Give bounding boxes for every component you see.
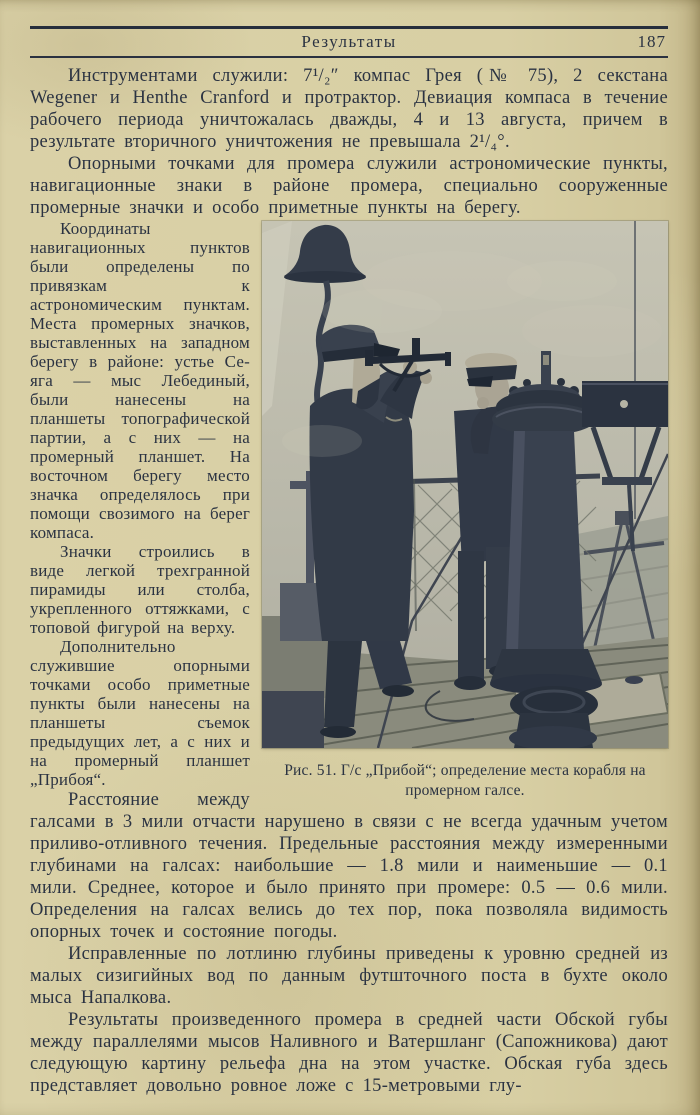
page-number: 187: [637, 32, 666, 51]
running-header: [30, 29, 668, 58]
paragraph-markers: Значки строились в виде легкой трехгранной пирамиды или столба, укрепленного оттяжками, с топовой фигурой на верху.: [30, 542, 250, 637]
running-title: Результаты: [301, 32, 397, 51]
bollard: [509, 686, 598, 748]
figure-caption: Рис. 51. Г/с „Прибой“; определение места корабля на промерном галсе.: [284, 762, 646, 799]
photo-deck-scene: [262, 221, 668, 748]
figure-51: [262, 221, 668, 801]
paragraph-reference-points: Опорными точками для промера служили астрономические пункты, навигационные знаки в районе промера, специально сооруженные промерные значки и особо приметные пункты на берегу.: [30, 154, 668, 218]
paragraph-additional-points: Дополнительно служившие опорными точками особо приметные пункты были нанесены на планшеты съемок предыдущих лет, а с них и на промерный планшет „Прибоя“.: [30, 637, 250, 789]
paragraph-instruments: Инструментами служили: 7¹/₂″ компас Грея (№ 75), 2 секстана Wegener и Henthe Cranford и протрактор. Девиация компаса в течение рабочего периода уничтожалась дважды, 4 и 13 августа, причем в результате вторичного уничтожения не превышала 2¹/₄°.: [30, 66, 668, 152]
paragraph-depths: Исправленные по лотлиню глубины приведены к уровню средней из малых сизигийных вод по данным футшточного поста в бухте около мыса Напалкова.: [30, 944, 668, 1008]
paragraph-coordinates: Координаты навигационных пунктов были определены по привязкам к астрономическим пунктам. Места промерных значков, выставленных на западном берегу в районе: устье Се-яга — мыс Лебединый, были нанесены на планшеты топографической партии, а с них — на промерный планшет. На восточном берегу место значка определялось при помощи свозимого на берег компаса.: [30, 219, 250, 542]
paragraph-results: Результаты произведенного промера в средней части Обской губы между параллелями мысов Наливного и Ватершланг (Сапожникова) дают следующую картину рельефа дна на этом участке. Обская губа здесь представляет довольно ровное ложе с 15-метровыми глу-: [30, 1010, 668, 1096]
paragraph-track-spacing: Расстояние между галсами в 3 мили отчасти нарушено в связи с не всегда удачным учетом приливо-отливного течения. Предельные расстояния между измеренными глубинами на галсах: наибольшие — 1.8 мили и наименьшие — 0.1 мили. Среднее, которое и было принято при промере: 0.5 — 0.6 мили. Определения на галсах велись до тех пор, пока позволяла видимость опорных точек и состояние погоды.: [30, 790, 668, 942]
